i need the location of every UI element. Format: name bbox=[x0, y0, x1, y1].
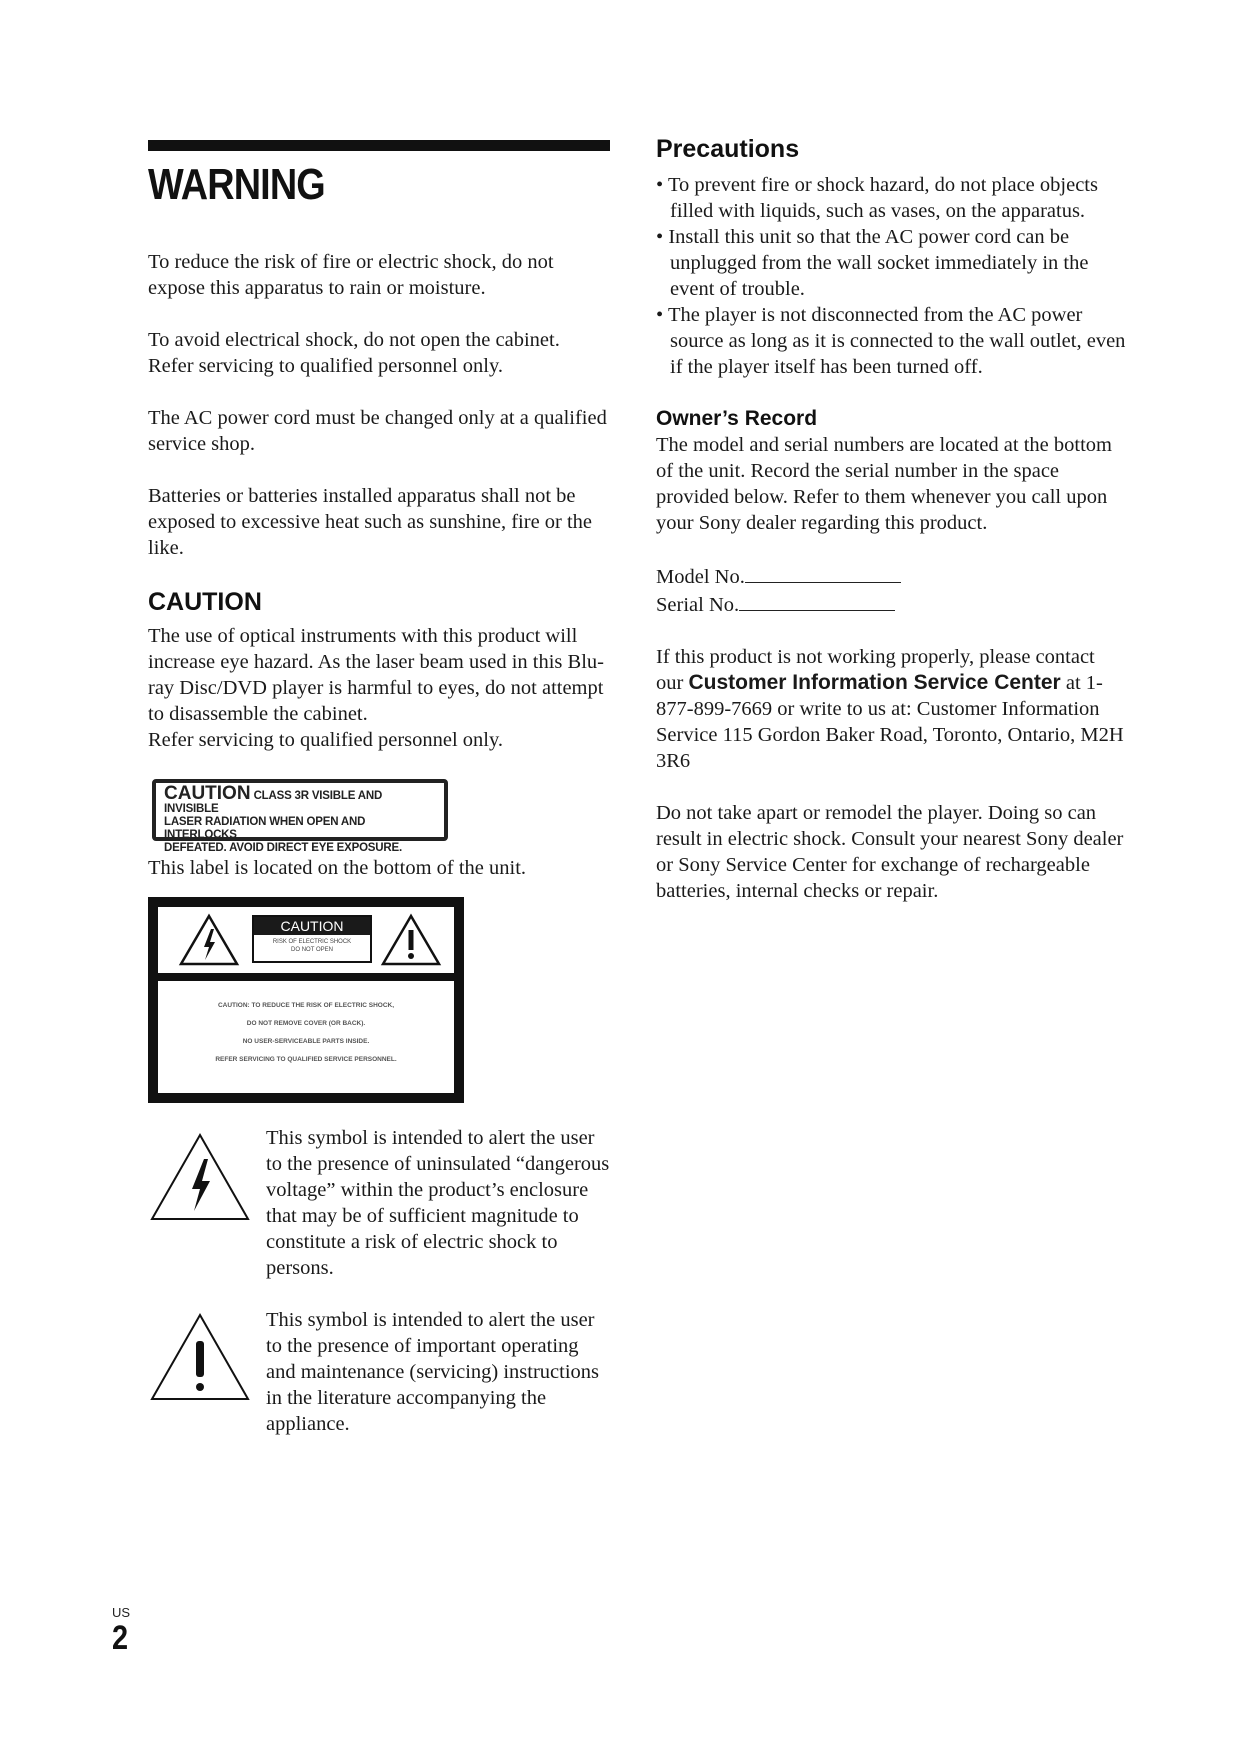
laser-label-line: CLASS 3R VISIBLE AND INVISIBLE bbox=[164, 790, 383, 815]
warning-rule bbox=[148, 140, 610, 151]
warning-title: WARNING bbox=[148, 160, 325, 209]
precautions-heading: Precautions bbox=[656, 135, 800, 163]
list-item: • The player is not disconnected from the AC power source as long as it is connected to the wall outlet, even if the player itself has been turned off. bbox=[656, 304, 1126, 378]
laser-label-line: DEFEATED. AVOID DIRECT EYE EXPOSURE. bbox=[164, 842, 402, 854]
left-column bbox=[148, 140, 610, 1437]
exclamation-symbol-text: This symbol is intended to alert the user to the presence of important operating and maintenance (servicing) instructions in the literature accompanying the appliance. bbox=[266, 1309, 600, 1435]
warning-paragraph: Batteries or batteries installed apparatus shall not be exposed to excessive heat such as sunshine, fire or the like. bbox=[148, 485, 593, 559]
exclamation-symbol-row bbox=[148, 1307, 610, 1437]
repair-note: Do not take apart or remodel the player. Doing so can result in electric shock. Consult your nearest Sony dealer or Sony Service Center for exchange of rechargeable batteries, internal checks or repair. bbox=[656, 802, 1124, 902]
contact-address: at 1-877-899-7669 or write to us at: Customer Information Service 115 Gordon Baker Road, Toronto, Ontario, M2H 3R6 bbox=[656, 672, 1124, 772]
model-number-label: Model No. bbox=[656, 566, 745, 588]
page-region: US bbox=[112, 1605, 131, 1620]
voltage-warning-icon bbox=[178, 913, 240, 967]
list-item: • Install this unit so that the AC power cord can be unplugged from the wall socket immediately in the event of trouble. bbox=[656, 226, 1089, 300]
warning-paragraph: To avoid electrical shock, do not open the cabinet. Refer servicing to qualified personnel only. bbox=[148, 329, 560, 377]
shock-box-subtext: RISK OF ELECTRIC SHOCK bbox=[272, 939, 352, 945]
laser-caution-label bbox=[152, 779, 448, 854]
precaution-text: The player is not disconnected from the AC power source as long as it is connected to the wall outlet, even if the player itself has been turned off. bbox=[667, 304, 1126, 378]
warning-paragraph: The AC power cord must be changed only at a qualified service shop. bbox=[148, 407, 607, 455]
serial-number-field bbox=[656, 590, 1126, 618]
voltage-symbol-text: This symbol is intended to alert the user to the presence of uninsulated “dangerous voltage” within the product’s enclosure that may be of sufficient magnitude to constitute a risk of electric shock to persons. bbox=[266, 1127, 610, 1279]
list-item: • To prevent fire or shock hazard, do not place objects filled with liquids, such as vases, on the apparatus. bbox=[656, 174, 1098, 222]
shock-label-line: NO USER-SERVICEABLE PARTS INSIDE. bbox=[242, 1038, 370, 1045]
owners-record-body: The model and serial numbers are located at the bottom of the unit. Record the serial number in the space provided below. Refer to them whenever you call upon your Sony dealer regarding this product. bbox=[656, 434, 1112, 534]
serial-number-blank bbox=[739, 590, 895, 611]
shock-caution-label bbox=[148, 897, 464, 1103]
shock-label-text bbox=[158, 997, 454, 1069]
exclamation-warning-icon bbox=[380, 913, 442, 967]
contact-text: If this product is not working properly, please contact our bbox=[656, 646, 1095, 694]
shock-box-subtext: DO NOT OPEN bbox=[291, 947, 333, 953]
right-column bbox=[656, 134, 1126, 930]
shock-label-line: CAUTION: TO REDUCE THE RISK OF ELECTRIC SHOCK, bbox=[217, 1002, 395, 1009]
lightning-triangle-icon bbox=[148, 1131, 252, 1225]
precautions-list bbox=[656, 172, 1126, 380]
exclamation-triangle-icon bbox=[148, 1311, 252, 1405]
page-number: 2 bbox=[112, 1619, 129, 1657]
model-number-blank bbox=[745, 562, 901, 583]
shock-label-line: REFER SERVICING TO QUALIFIED SERVICE PERSONNEL. bbox=[215, 1056, 397, 1063]
laser-label-line: LASER RADIATION WHEN OPEN AND INTERLOCKS bbox=[164, 816, 366, 841]
shock-caution-box bbox=[252, 915, 372, 963]
model-number-field bbox=[656, 562, 1126, 590]
voltage-symbol-row bbox=[148, 1125, 610, 1281]
label-location-note: This label is located on the bottom of the unit. bbox=[148, 857, 527, 879]
precaution-text: Install this unit so that the AC power cord can be unplugged from the wall socket immediately in the event of trouble. bbox=[668, 226, 1089, 300]
precaution-text: To prevent fire or shock hazard, do not place objects filled with liquids, such as vases, on the apparatus. bbox=[667, 174, 1098, 222]
caution-body-servicing: Refer servicing to qualified personnel only. bbox=[148, 729, 504, 751]
contact-center-name: Customer Information Service Center bbox=[688, 671, 1061, 694]
laser-label-word: CAUTION bbox=[164, 783, 251, 804]
contact-paragraph bbox=[656, 644, 1126, 774]
caution-heading: CAUTION bbox=[148, 588, 262, 616]
serial-number-label: Serial No. bbox=[656, 594, 740, 616]
owners-record-heading: Owner’s Record bbox=[656, 407, 818, 430]
caution-body: The use of optical instruments with this product will increase eye hazard. As the laser beam used in this Blu-ray Disc/DVD player is harmful to eyes, do not attempt to disassemble the cabinet. bbox=[148, 625, 604, 725]
shock-label-line: DO NOT REMOVE COVER (OR BACK). bbox=[246, 1020, 366, 1027]
warning-paragraph: To reduce the risk of fire or electric shock, do not expose this apparatus to rain or moisture. bbox=[148, 251, 554, 299]
shock-box-heading: CAUTION bbox=[254, 917, 370, 935]
page-footer bbox=[112, 1606, 131, 1656]
